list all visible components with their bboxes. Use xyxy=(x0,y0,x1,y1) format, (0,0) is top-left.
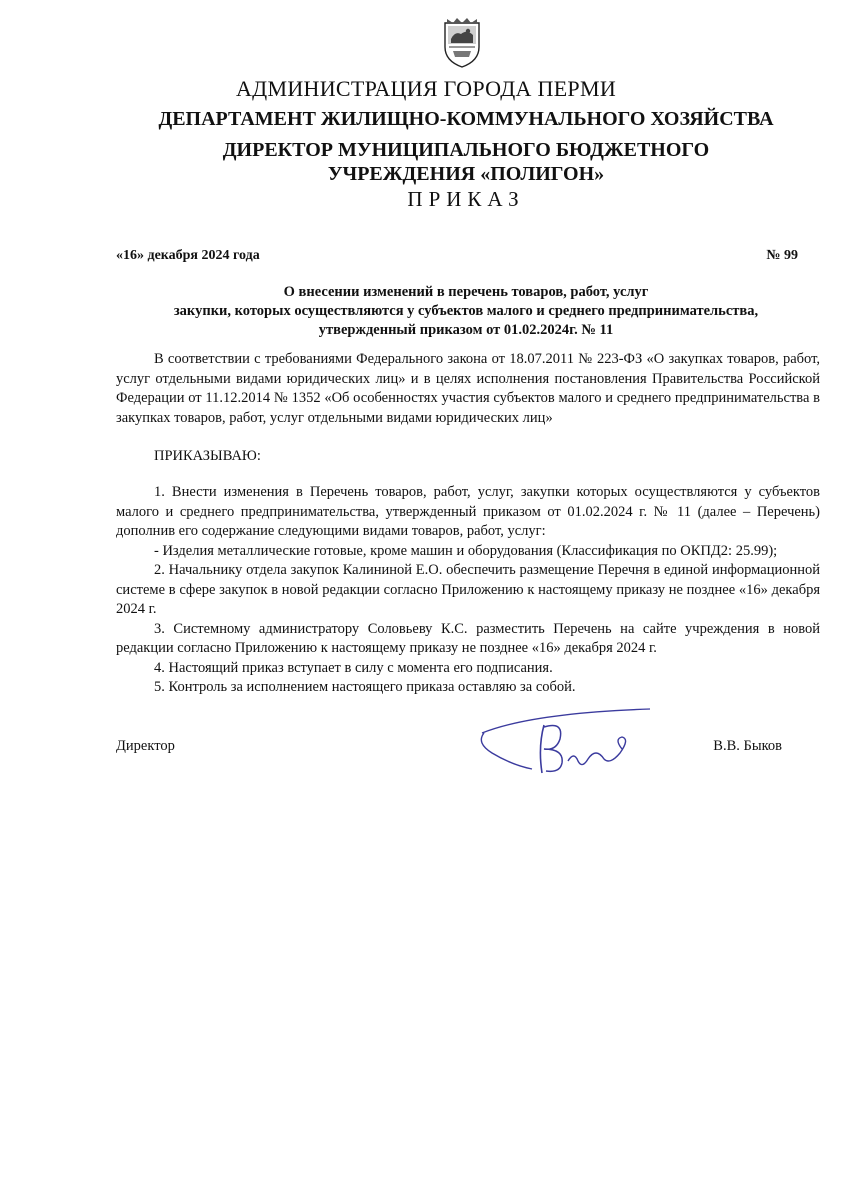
director-title xyxy=(0,138,852,186)
order-date: «16» декабря 2024 года xyxy=(116,248,260,263)
director-title-line2: УЧРЕЖДЕНИЯ «ПОЛИГОН» xyxy=(327,163,605,185)
organization-admin: АДМИНИСТРАЦИЯ ГОРОДА ПЕРМИ xyxy=(235,76,617,101)
department-title: ДЕПАРТАМЕНТ ЖИЛИЩНО-КОММУНАЛЬНОГО ХОЗЯЙСТВА xyxy=(158,108,774,130)
signer-name: В.В. Быков xyxy=(713,738,782,754)
order-item: 2. Начальнику отдела закупок Калининой Е.О. обеспечить размещение Перечня в единой информационной системе в сфере закупок в новой редакции согласно Приложению к настоящему приказу не позднее «16» декабря 2024 г. xyxy=(116,562,820,617)
order-item: 4. Настоящий приказ вступает в силу с момента его подписания. xyxy=(154,659,553,676)
subject-line3: утвержденный приказом от 01.02.2024г. № 11 xyxy=(318,322,614,338)
order-number: № 99 xyxy=(766,248,798,263)
order-item: 3. Системному администратору Соловьеву К.С. разместить Перечень на сайте учреждения в новой редакции согласно Приложению к настоящему приказу не позднее «16» декабря 2024 г. xyxy=(116,620,820,656)
director-title-line1: ДИРЕКТОР МУНИЦИПАЛЬНОГО БЮДЖЕТНОГО xyxy=(222,139,710,161)
subject-line2: закупки, которых осуществляются у субъектов малого и среднего предпринимательства, xyxy=(173,303,759,319)
order-subject xyxy=(116,283,816,340)
perm-coat-of-arms-icon xyxy=(441,17,483,69)
order-item: 1. Внести изменения в Перечень товаров, работ, услуг, закупки которых осуществляются у субъектов малого и среднего предпринимательства, утвержденный приказом от 01.02.2024 г. № 11 (далее – Перечень) дополнив его содержание следующими видами товаров, работ, услуг: xyxy=(116,484,820,539)
document-type: ПРИКАЗ xyxy=(407,187,525,211)
order-item: 5. Контроль за исполнением настоящего приказа оставляю за собой. xyxy=(154,679,576,695)
signer-role: Директор xyxy=(116,738,175,754)
order-item: - Изделия металлические готовые, кроме машин и оборудования (Классификация по ОКПД2: 25.99); xyxy=(154,542,778,559)
order-items xyxy=(116,483,820,698)
handwritten-signature-icon xyxy=(472,703,662,783)
intro-paragraph: В соответствии с требованиями Федерального закона от 18.07.2011 № 223-ФЗ «О закупках товаров, работ, услуг отдельными видами юридических лиц» и в целях исполнения постановления Правительства Российской Федерации от 11.12.2014 № 1352 «Об особенностях участия субъектов малого и среднего предпринимательства в закупках товаров, работ, услуг отдельными видами юридических лиц» xyxy=(116,351,820,426)
order-word: ПРИКАЗЫВАЮ: xyxy=(154,448,261,464)
subject-line1: О внесении изменений в перечень товаров, работ, услуг xyxy=(283,284,649,300)
